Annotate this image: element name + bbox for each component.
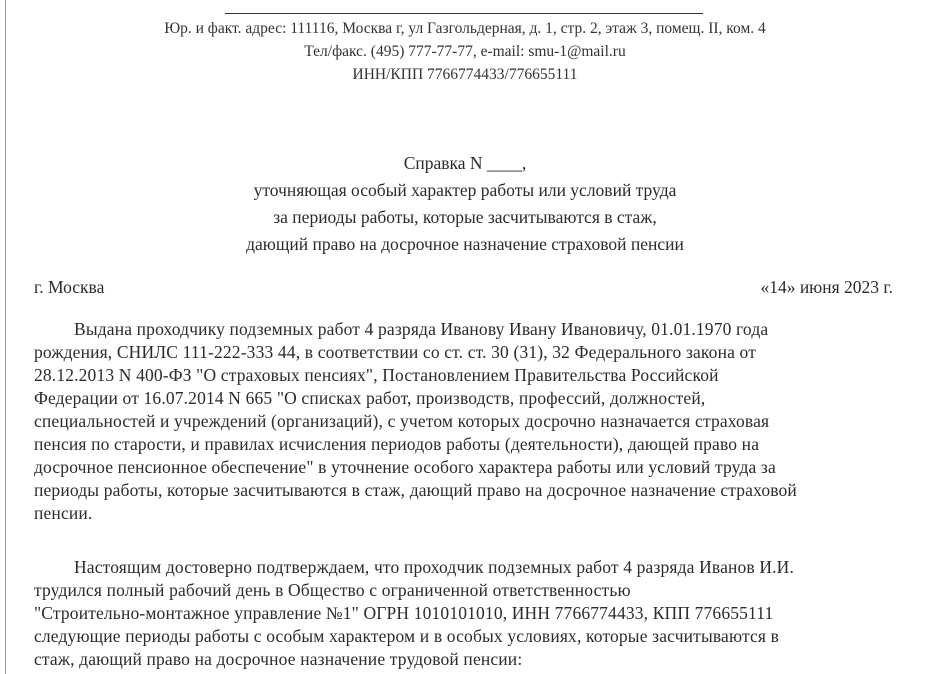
- paragraph-line: рождения, СНИЛС 111-222-333 44, в соответствии со ст. ст. 30 (31), 32 Федерального закона от: [34, 342, 757, 362]
- title-line-1: Справка N ____,: [403, 153, 527, 173]
- paragraph-line: Выдана проходчику подземных работ 4 разряда Иванову Ивану Ивановичу, 01.01.1970 года: [74, 319, 769, 339]
- paragraph-line: Федерации от 16.07.2014 N 665 "О списках работ, производств, профессий, должностей,: [34, 388, 706, 408]
- letterhead: [0, 17, 930, 86]
- company-inn-kpp: ИНН/КПП 7766774433/776655111: [352, 66, 578, 83]
- document-title: [0, 150, 930, 258]
- title-line-4: дающий право на досрочное назначение страховой пенсии: [246, 234, 684, 254]
- page-left-border: [5, 0, 6, 674]
- header-rule: [225, 13, 703, 14]
- paragraph-line: периоды работы, которые засчитываются в стаж, дающий право на досрочное назначение страховой: [34, 480, 797, 500]
- paragraph-line: 28.12.2013 N 400-ФЗ "О страховых пенсиях", Постановлением Правительства Российской: [34, 365, 719, 385]
- city: г. Москва: [34, 277, 105, 297]
- title-line-2: уточняющая особый характер работы или условий труда: [253, 180, 677, 200]
- paragraph-line: стаж, дающий право на досрочное назначение трудовой пенсии:: [34, 649, 523, 669]
- company-contacts: Тел/факс. (495) 777-77-77, e-mail: smu-1@mail.ru: [304, 43, 626, 60]
- paragraph-line: досрочное пенсионное обеспечение" в уточнение особого характера работы или условий труда за: [34, 457, 776, 477]
- paragraph-line: пенсии.: [34, 503, 93, 523]
- paragraph-line: "Строительно-монтажное управление №1" ОГРН 1010101010, ИНН 7766774433, КПП 776655111: [34, 603, 774, 623]
- title-line-3: за периоды работы, которые засчитываются в стаж,: [273, 207, 657, 227]
- place-date-row: [34, 274, 893, 301]
- company-address: Юр. и факт. адрес: 111116, Москва г, ул Газгольдерная, д. 1, стр. 2, этаж 3, помещ. II, ком. 4: [164, 20, 766, 37]
- paragraph-issued-to: [34, 318, 904, 525]
- paragraph-confirmation: [34, 556, 904, 671]
- paragraph-line: следующие периоды работы с особым характером и в особых условиях, которые засчитываются в: [34, 626, 780, 646]
- paragraph-line: специальностей и учреждений (организаций), с учетом которых досрочно назначается страховая: [34, 411, 770, 431]
- paragraph-line: пенсия по старости, и правилах исчисления периодов работы (деятельности), дающей право на: [34, 434, 760, 454]
- paragraph-line: трудился полный рабочий день в Общество с ограниченной ответственностью: [34, 580, 631, 600]
- paragraph-line: Настоящим достоверно подтверждаем, что проходчик подземных работ 4 разряда Иванов И.И.: [74, 557, 794, 577]
- document-date: «14» июня 2023 г.: [760, 277, 893, 297]
